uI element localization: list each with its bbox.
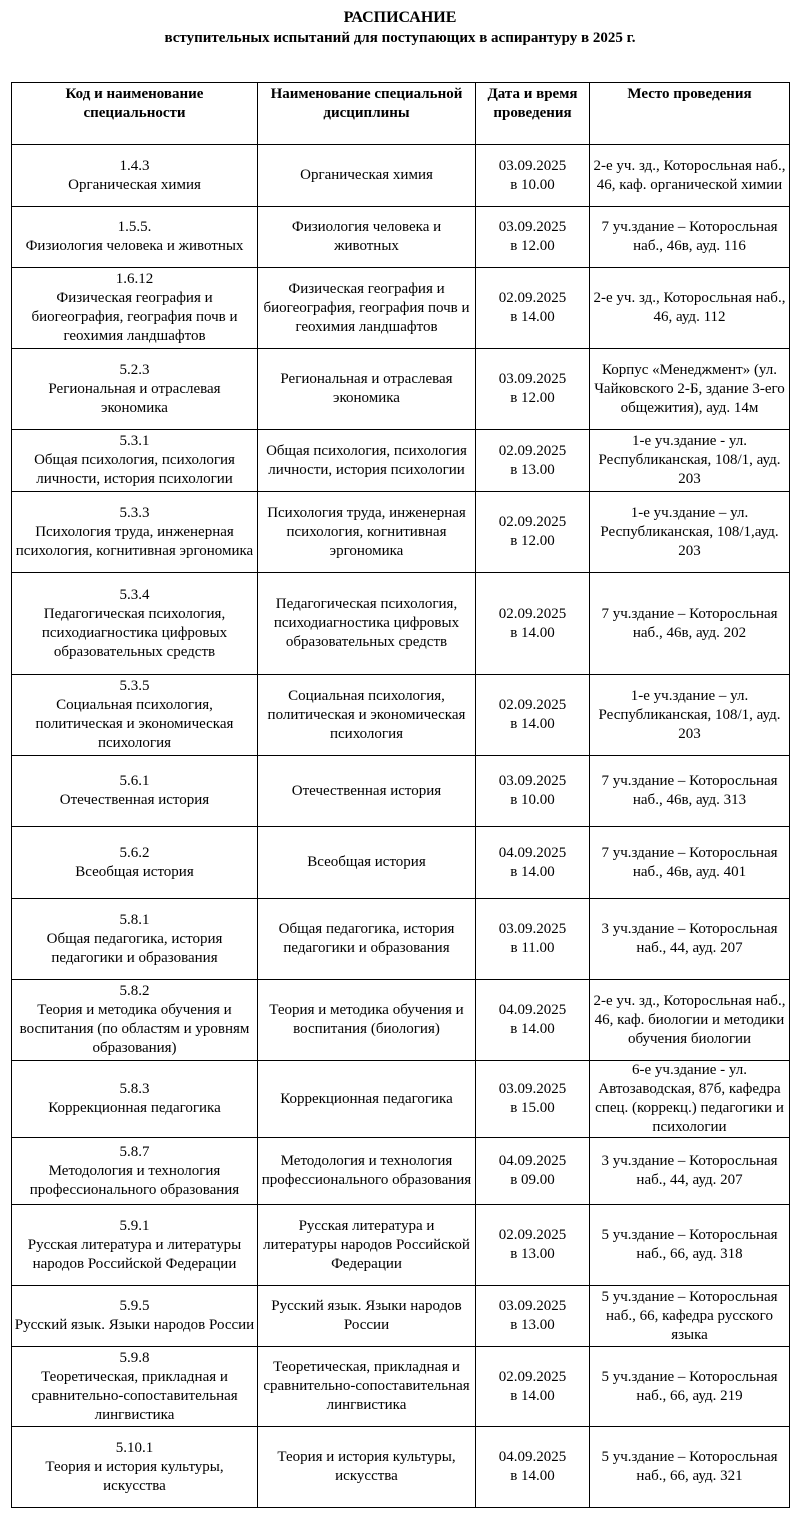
cell-specialty [12, 1138, 258, 1205]
cell-datetime [476, 756, 590, 827]
exam-date: 02.09.2025 [498, 442, 567, 459]
specialty-name: Органическая химия [68, 176, 201, 193]
exam-time: в 14.00 [510, 1387, 555, 1404]
cell-discipline: Русская литература и литературы народов Российской Федерации [258, 1205, 476, 1286]
cell-specialty [12, 756, 258, 827]
cell-specialty [12, 349, 258, 430]
cell-location: 7 уч.здание – Которосльная наб., 46в, ауд. 202 [590, 573, 790, 675]
cell-datetime [476, 349, 590, 430]
exam-time: в 15.00 [510, 1100, 555, 1116]
exam-time: в 13.00 [510, 1246, 555, 1262]
table-row [12, 430, 790, 492]
specialty-code: 5.8.7 [119, 1143, 150, 1160]
cell-discipline: Теория и методика обучения и воспитания (биология) [258, 980, 476, 1061]
specialty-code: 5.2.3 [119, 361, 150, 378]
document-heading [0, 0, 800, 48]
exam-date: 02.09.2025 [498, 1368, 567, 1385]
exam-time: в 14.00 [510, 624, 555, 641]
exam-time: в 10.00 [510, 792, 555, 808]
cell-location: 6-е уч.здание - ул. Автозаводская, 87б, кафедра спец. (коррекц.) педагогики и психологии [590, 1061, 790, 1138]
cell-location: 7 уч.здание – Которосльная наб., 46в, ауд. 116 [590, 207, 790, 268]
cell-discipline: Физическая география и биогеография, география почв и геохимия ландшафтов [258, 268, 476, 349]
cell-datetime [476, 145, 590, 207]
cell-datetime [476, 492, 590, 573]
cell-discipline: Методология и технология профессионального образования [258, 1138, 476, 1205]
table-row [12, 1061, 790, 1138]
cell-location: 7 уч.здание – Которосльная наб., 46в, ауд. 401 [590, 827, 790, 899]
specialty-code: 5.8.3 [119, 1081, 150, 1097]
document-subtitle: вступительных испытаний для поступающих в аспирантуру в 2025 г. [164, 30, 636, 46]
cell-location: 5 уч.здание – Которосльная наб., 66, ауд. 321 [590, 1427, 790, 1508]
header-location: Место проведения [590, 83, 790, 145]
cell-datetime [476, 1138, 590, 1205]
cell-datetime [476, 573, 590, 675]
table-row [12, 573, 790, 675]
cell-location: Корпус «Менеджмент» (ул. Чайковского 2-Б, здание 3-его общежития), ауд. 14м [590, 349, 790, 430]
specialty-code: 1.6.12 [115, 271, 154, 287]
table-row [12, 675, 790, 756]
exam-date: 03.09.2025 [498, 1081, 567, 1097]
exam-date: 03.09.2025 [498, 157, 567, 174]
cell-discipline: Теория и история культуры, искусства [258, 1427, 476, 1508]
table-row [12, 349, 790, 430]
specialty-code: 5.8.2 [119, 983, 150, 999]
cell-location: 5 уч.здание – Которосльная наб., 66, ауд. 318 [590, 1205, 790, 1286]
table-row [12, 1347, 790, 1427]
cell-location: 5 уч.здание – Которосльная наб., 66, кафедра русского языка [590, 1286, 790, 1347]
table-row [12, 492, 790, 573]
specialty-code: 5.10.1 [115, 1439, 154, 1456]
table-row [12, 1427, 790, 1508]
cell-specialty [12, 1286, 258, 1347]
schedule-table-body [12, 145, 790, 1508]
table-row [12, 756, 790, 827]
specialty-name: Психология труда, инженерная психология, когнитивная эргономика [15, 523, 254, 559]
exam-time: в 12.00 [510, 238, 555, 254]
specialty-code: 1.4.3 [119, 157, 150, 174]
cell-specialty [12, 1205, 258, 1286]
specialty-code: 5.3.4 [119, 586, 150, 603]
cell-location: 1-е уч.здание – ул. Республиканская, 108/1, ауд. 203 [590, 675, 790, 756]
cell-specialty [12, 827, 258, 899]
cell-datetime [476, 207, 590, 268]
table-row [12, 980, 790, 1061]
header-discipline: Наименование специальной дисциплины [258, 83, 476, 145]
exam-date: 02.09.2025 [498, 605, 567, 622]
specialty-name: Методология и технология профессионального образования [29, 1162, 240, 1198]
specialty-name: Всеобщая история [75, 863, 194, 880]
exam-time: в 10.00 [510, 176, 555, 193]
cell-specialty [12, 573, 258, 675]
header-datetime: Дата и время проведения [476, 83, 590, 145]
cell-specialty [12, 1347, 258, 1427]
table-row [12, 145, 790, 207]
exam-date: 03.09.2025 [498, 371, 567, 387]
exam-date: 02.09.2025 [498, 514, 567, 530]
cell-discipline: Коррекционная педагогика [258, 1061, 476, 1138]
specialty-name: Отечественная история [59, 792, 210, 808]
cell-datetime [476, 1205, 590, 1286]
exam-time: в 14.00 [510, 863, 555, 880]
specialty-name: Русская литература и литературы народов Российской Федерации [27, 1236, 242, 1272]
cell-discipline: Региональная и отраслевая экономика [258, 349, 476, 430]
exam-date: 02.09.2025 [498, 697, 567, 713]
cell-discipline: Русский язык. Языки народов России [258, 1286, 476, 1347]
specialty-name: Теория и методика обучения и воспитания (по областям и уровням образования) [19, 1002, 250, 1056]
specialty-name: Физиология человека и животных [25, 238, 244, 254]
specialty-code: 5.9.1 [119, 1217, 150, 1234]
cell-location: 2-е уч. зд., Которосльная наб., 46, ауд. 112 [590, 268, 790, 349]
cell-location: 7 уч.здание – Которосльная наб., 46в, ауд. 313 [590, 756, 790, 827]
exam-date: 03.09.2025 [498, 219, 567, 235]
cell-specialty [12, 430, 258, 492]
exam-time: в 12.00 [510, 390, 555, 406]
cell-datetime [476, 980, 590, 1061]
specialty-name: Социальная психология, политическая и экономическая психология [35, 697, 234, 751]
exam-time: в 14.00 [510, 1468, 555, 1484]
cell-discipline: Физиология человека и животных [258, 207, 476, 268]
exam-date: 02.09.2025 [498, 1227, 567, 1243]
specialty-code: 5.3.3 [119, 504, 150, 521]
table-row [12, 268, 790, 349]
specialty-code: 5.9.8 [119, 1349, 150, 1366]
cell-discipline: Социальная психология, политическая и экономическая психология [258, 675, 476, 756]
cell-location: 2-е уч. зд., Которосльная наб., 46, каф. органической химии [590, 145, 790, 207]
cell-specialty [12, 1061, 258, 1138]
exam-date: 03.09.2025 [498, 773, 567, 789]
cell-specialty [12, 980, 258, 1061]
exam-date: 04.09.2025 [498, 1153, 567, 1169]
cell-datetime [476, 1427, 590, 1508]
cell-specialty [12, 207, 258, 268]
exam-time: в 14.00 [510, 309, 555, 325]
specialty-code: 5.8.1 [119, 911, 150, 928]
exam-time: в 14.00 [510, 1021, 555, 1037]
table-row [12, 1138, 790, 1205]
specialty-name: Общая педагогика, история педагогики и образования [46, 930, 223, 966]
cell-datetime [476, 827, 590, 899]
cell-location: 3 уч.здание – Которосльная наб., 44, ауд. 207 [590, 899, 790, 980]
cell-specialty [12, 1427, 258, 1508]
exam-time: в 11.00 [510, 940, 555, 956]
exam-date: 03.09.2025 [498, 1298, 567, 1314]
table-row [12, 1205, 790, 1286]
specialty-name: Физическая география и биогеография, география почв и геохимия ландшафтов [31, 290, 238, 344]
specialty-code: 5.6.2 [119, 844, 150, 861]
document-title: РАСПИСАНИЕ [343, 9, 457, 26]
table-row [12, 827, 790, 899]
cell-location: 3 уч.здание – Которосльная наб., 44, ауд. 207 [590, 1138, 790, 1205]
exam-date: 04.09.2025 [498, 1449, 567, 1465]
cell-location: 1-е уч.здание – ул. Республиканская, 108/1,ауд. 203 [590, 492, 790, 573]
exam-time: в 09.00 [510, 1172, 555, 1188]
cell-discipline: Общая психология, психология личности, история психологии [258, 430, 476, 492]
exam-time: в 14.00 [510, 716, 555, 732]
specialty-name: Теоретическая, прикладная и сравнительно-сопоставительная лингвистика [31, 1368, 238, 1423]
cell-specialty [12, 145, 258, 207]
cell-specialty [12, 675, 258, 756]
cell-discipline: Педагогическая психология, психодиагностика цифровых образовательных средств [258, 573, 476, 675]
table-header-row [12, 83, 790, 145]
specialty-name: Русский язык. Языки народов России [14, 1317, 255, 1333]
specialty-code: 5.3.1 [119, 433, 150, 449]
specialty-name: Теория и история культуры, искусства [45, 1458, 224, 1494]
cell-specialty [12, 268, 258, 349]
header-specialty: Код и наименование специальности [12, 83, 258, 145]
cell-specialty [12, 492, 258, 573]
exam-time: в 13.00 [510, 1317, 555, 1333]
cell-location: 1-е уч.здание - ул. Республиканская, 108/1, ауд. 203 [590, 430, 790, 492]
cell-discipline: Общая педагогика, история педагогики и образования [258, 899, 476, 980]
specialty-code: 5.9.5 [119, 1298, 150, 1314]
specialty-code: 5.6.1 [119, 773, 150, 789]
specialty-name: Региональная и отраслевая экономика [48, 380, 221, 416]
specialty-name: Общая психология, психология личности, история психологии [34, 452, 235, 487]
cell-datetime [476, 1061, 590, 1138]
cell-specialty [12, 899, 258, 980]
cell-datetime [476, 899, 590, 980]
table-row [12, 1286, 790, 1347]
specialty-code: 5.3.5 [119, 678, 150, 694]
specialty-name: Коррекционная педагогика [48, 1100, 221, 1116]
schedule-table [11, 82, 790, 1508]
cell-discipline: Отечественная история [258, 756, 476, 827]
cell-location: 2-е уч. зд., Которосльная наб., 46, каф. биологии и методики обучения биологии [590, 980, 790, 1061]
cell-location: 5 уч.здание – Которосльная наб., 66, ауд. 219 [590, 1347, 790, 1427]
cell-datetime [476, 1286, 590, 1347]
table-row [12, 899, 790, 980]
cell-discipline: Теоретическая, прикладная и сравнительно-сопоставительная лингвистика [258, 1347, 476, 1427]
cell-discipline: Органическая химия [258, 145, 476, 207]
cell-datetime [476, 268, 590, 349]
specialty-code: 1.5.5. [117, 219, 152, 235]
exam-date: 03.09.2025 [498, 921, 567, 937]
exam-time: в 12.00 [510, 533, 555, 549]
cell-discipline: Психология труда, инженерная психология, когнитивная эргономика [258, 492, 476, 573]
cell-discipline: Всеобщая история [258, 827, 476, 899]
exam-date: 04.09.2025 [498, 844, 567, 861]
exam-date: 04.09.2025 [498, 1002, 567, 1018]
cell-datetime [476, 675, 590, 756]
specialty-name: Педагогическая психология, психодиагностика цифровых образовательных средств [41, 605, 228, 660]
cell-datetime [476, 430, 590, 492]
exam-date: 02.09.2025 [498, 290, 567, 306]
table-row [12, 207, 790, 268]
cell-datetime [476, 1347, 590, 1427]
exam-time: в 13.00 [510, 461, 555, 478]
